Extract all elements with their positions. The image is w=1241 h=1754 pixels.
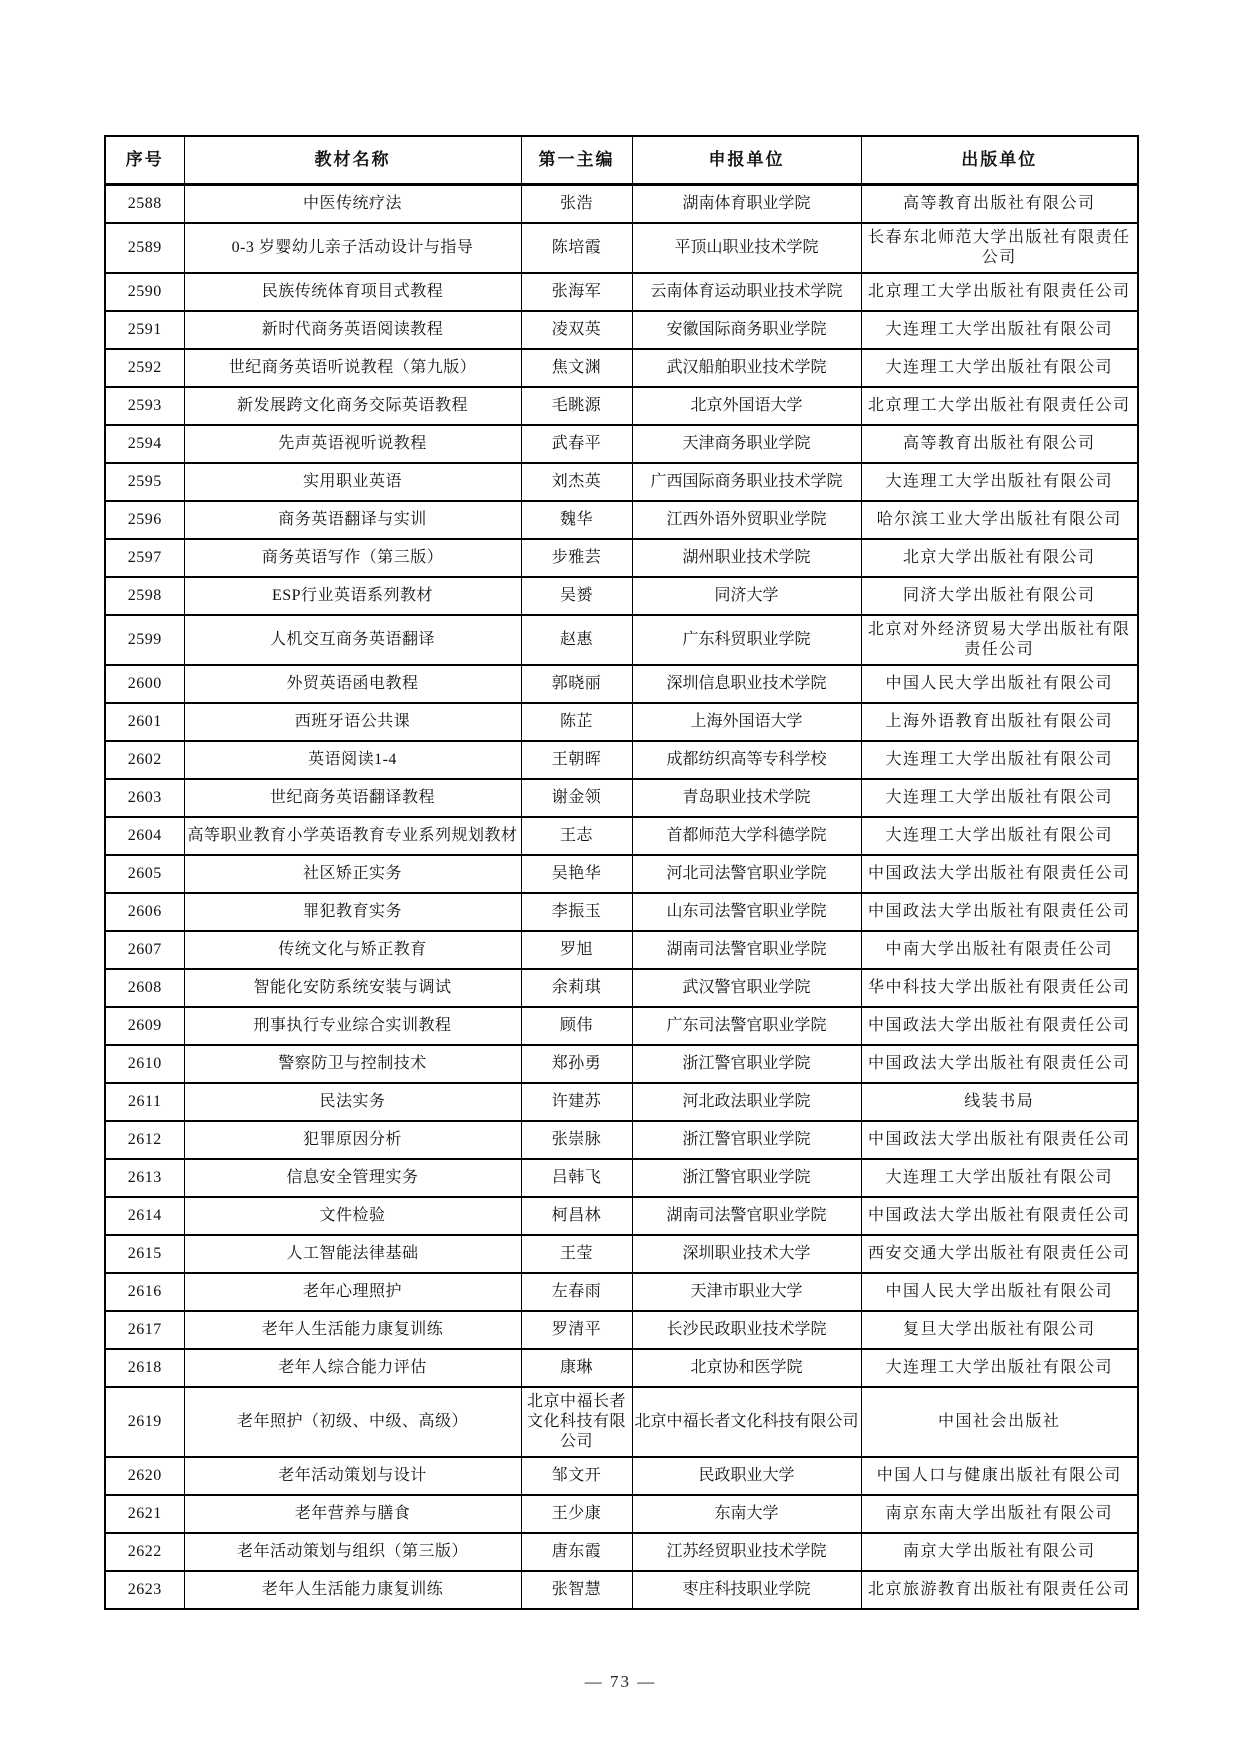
cell-editor: 赵惠 [521,615,632,665]
cell-title: 老年照护（初级、中级、高级） [184,1387,521,1457]
cell-index: 2597 [105,539,184,577]
cell-applicant: 湖南体育职业学院 [632,185,861,223]
table-row [105,1311,1138,1349]
table-row [105,1083,1138,1121]
column-header: 第一主编 [521,136,632,185]
cell-title: 商务英语写作（第三版） [184,539,521,577]
cell-index: 2600 [105,665,184,703]
table-row [105,931,1138,969]
cell-applicant: 广东司法警官职业学院 [632,1007,861,1045]
cell-applicant: 山东司法警官职业学院 [632,893,861,931]
cell-publisher: 中南大学出版社有限责任公司 [861,931,1138,969]
table-body [105,185,1138,1609]
cell-title: 外贸英语函电教程 [184,665,521,703]
cell-index: 2598 [105,577,184,615]
cell-index: 2617 [105,1311,184,1349]
cell-applicant: 湖州职业技术学院 [632,539,861,577]
table-row [105,349,1138,387]
cell-publisher: 上海外语教育出版社有限公司 [861,703,1138,741]
cell-publisher: 中国社会出版社 [861,1387,1138,1457]
cell-title: 老年营养与膳食 [184,1495,521,1533]
cell-title: 人机交互商务英语翻译 [184,615,521,665]
cell-title: 老年活动策划与设计 [184,1457,521,1495]
cell-title: 世纪商务英语听说教程（第九版） [184,349,521,387]
cell-index: 2606 [105,893,184,931]
cell-title: 先声英语视听说教程 [184,425,521,463]
cell-editor: 唐东霞 [521,1533,632,1571]
table-header-row [105,136,1138,185]
cell-applicant: 安徽国际商务职业学院 [632,311,861,349]
cell-publisher: 中国政法大学出版社有限责任公司 [861,855,1138,893]
table-row [105,501,1138,539]
cell-title: 社区矫正实务 [184,855,521,893]
cell-editor: 北京中福长者文化科技有限公司 [521,1387,632,1457]
cell-title: 老年人生活能力康复训练 [184,1311,521,1349]
cell-applicant: 深圳职业技术大学 [632,1235,861,1273]
table-row [105,1197,1138,1235]
cell-title: 0-3 岁婴幼儿亲子活动设计与指导 [184,223,521,273]
table-row [105,1273,1138,1311]
cell-applicant: 天津市职业大学 [632,1273,861,1311]
cell-applicant: 天津商务职业学院 [632,425,861,463]
cell-editor: 张浩 [521,185,632,223]
cell-editor: 张海军 [521,273,632,311]
column-header: 教材名称 [184,136,521,185]
cell-publisher: 南京东南大学出版社有限公司 [861,1495,1138,1533]
cell-title: 英语阅读1-4 [184,741,521,779]
cell-applicant: 湖南司法警官职业学院 [632,931,861,969]
cell-title: 信息安全管理实务 [184,1159,521,1197]
table-header [105,136,1138,185]
cell-editor: 张崇脉 [521,1121,632,1159]
table-row [105,1495,1138,1533]
cell-title: 西班牙语公共课 [184,703,521,741]
cell-applicant: 广东科贸职业学院 [632,615,861,665]
cell-publisher: 北京理工大学出版社有限责任公司 [861,387,1138,425]
cell-title: 老年人生活能力康复训练 [184,1571,521,1609]
cell-publisher: 中国政法大学出版社有限责任公司 [861,1007,1138,1045]
cell-publisher: 中国政法大学出版社有限责任公司 [861,893,1138,931]
cell-index: 2620 [105,1457,184,1495]
cell-applicant: 上海外国语大学 [632,703,861,741]
cell-editor: 康琳 [521,1349,632,1387]
cell-index: 2622 [105,1533,184,1571]
cell-editor: 张智慧 [521,1571,632,1609]
cell-applicant: 平顶山职业技术学院 [632,223,861,273]
cell-editor: 王少康 [521,1495,632,1533]
cell-editor: 魏华 [521,501,632,539]
cell-editor: 罗清平 [521,1311,632,1349]
cell-applicant: 北京中福长者文化科技有限公司 [632,1387,861,1457]
table-row [105,817,1138,855]
cell-index: 2612 [105,1121,184,1159]
cell-index: 2623 [105,1571,184,1609]
table-row [105,577,1138,615]
cell-publisher: 大连理工大学出版社有限公司 [861,779,1138,817]
cell-applicant: 河北政法职业学院 [632,1083,861,1121]
table-row [105,1235,1138,1273]
cell-editor: 李振玉 [521,893,632,931]
cell-applicant: 浙江警官职业学院 [632,1159,861,1197]
cell-applicant: 浙江警官职业学院 [632,1121,861,1159]
cell-title: 人工智能法律基础 [184,1235,521,1273]
cell-editor: 郭晓丽 [521,665,632,703]
cell-title: 民法实务 [184,1083,521,1121]
table-row [105,615,1138,665]
cell-publisher: 北京理工大学出版社有限责任公司 [861,273,1138,311]
cell-applicant: 深圳信息职业技术学院 [632,665,861,703]
cell-index: 2616 [105,1273,184,1311]
cell-publisher: 哈尔滨工业大学出版社有限公司 [861,501,1138,539]
cell-title: 老年人综合能力评估 [184,1349,521,1387]
cell-editor: 凌双英 [521,311,632,349]
cell-index: 2619 [105,1387,184,1457]
textbook-table [104,135,1139,1610]
cell-editor: 邹文开 [521,1457,632,1495]
cell-index: 2609 [105,1007,184,1045]
cell-applicant: 河北司法警官职业学院 [632,855,861,893]
table-row [105,1121,1138,1159]
table-row [105,463,1138,501]
cell-title: 刑事执行专业综合实训教程 [184,1007,521,1045]
cell-editor: 吕韩飞 [521,1159,632,1197]
cell-applicant: 广西国际商务职业技术学院 [632,463,861,501]
cell-editor: 左春雨 [521,1273,632,1311]
cell-applicant: 浙江警官职业学院 [632,1045,861,1083]
column-header: 申报单位 [632,136,861,185]
table-row [105,1045,1138,1083]
cell-editor: 王莹 [521,1235,632,1273]
cell-publisher: 高等教育出版社有限公司 [861,425,1138,463]
cell-editor: 郑孙勇 [521,1045,632,1083]
cell-publisher: 长春东北师范大学出版社有限责任公司 [861,223,1138,273]
cell-publisher: 西安交通大学出版社有限责任公司 [861,1235,1138,1273]
cell-index: 2593 [105,387,184,425]
cell-publisher: 北京对外经济贸易大学出版社有限责任公司 [861,615,1138,665]
cell-publisher: 大连理工大学出版社有限公司 [861,1349,1138,1387]
cell-index: 2614 [105,1197,184,1235]
table-row [105,741,1138,779]
cell-title: 世纪商务英语翻译教程 [184,779,521,817]
cell-publisher: 北京旅游教育出版社有限责任公司 [861,1571,1138,1609]
cell-publisher: 大连理工大学出版社有限公司 [861,817,1138,855]
table-row [105,969,1138,1007]
cell-applicant: 江西外语外贸职业学院 [632,501,861,539]
cell-title: 实用职业英语 [184,463,521,501]
page-number: — 73 — [584,1672,657,1691]
cell-title: 罪犯教育实务 [184,893,521,931]
cell-applicant: 长沙民政职业技术学院 [632,1311,861,1349]
table-row [105,1007,1138,1045]
table-row [105,779,1138,817]
cell-title: 商务英语翻译与实训 [184,501,521,539]
cell-editor: 陈培霞 [521,223,632,273]
table-row [105,311,1138,349]
column-header: 序号 [105,136,184,185]
cell-index: 2621 [105,1495,184,1533]
cell-index: 2589 [105,223,184,273]
cell-publisher: 同济大学出版社有限公司 [861,577,1138,615]
cell-title: 中医传统疗法 [184,185,521,223]
cell-editor: 顾伟 [521,1007,632,1045]
table-row [105,425,1138,463]
cell-index: 2613 [105,1159,184,1197]
cell-applicant: 北京协和医学院 [632,1349,861,1387]
cell-title: 老年心理照护 [184,1273,521,1311]
cell-editor: 武春平 [521,425,632,463]
cell-editor: 罗旭 [521,931,632,969]
cell-title: 犯罪原因分析 [184,1121,521,1159]
cell-editor: 吴艳华 [521,855,632,893]
cell-editor: 许建苏 [521,1083,632,1121]
column-header: 出版单位 [861,136,1138,185]
cell-applicant: 北京外国语大学 [632,387,861,425]
table-row [105,1533,1138,1571]
cell-title: 文件检验 [184,1197,521,1235]
table-row [105,893,1138,931]
cell-title: 新时代商务英语阅读教程 [184,311,521,349]
cell-publisher: 中国人民大学出版社有限公司 [861,1273,1138,1311]
cell-index: 2602 [105,741,184,779]
table-row [105,185,1138,223]
table-row [105,539,1138,577]
cell-editor: 刘杰英 [521,463,632,501]
cell-index: 2590 [105,273,184,311]
table-row [105,665,1138,703]
cell-publisher: 大连理工大学出版社有限公司 [861,741,1138,779]
cell-applicant: 同济大学 [632,577,861,615]
table-row [105,273,1138,311]
cell-index: 2608 [105,969,184,1007]
cell-applicant: 民政职业大学 [632,1457,861,1495]
cell-index: 2618 [105,1349,184,1387]
cell-index: 2591 [105,311,184,349]
cell-applicant: 枣庄科技职业学院 [632,1571,861,1609]
cell-title: 高等职业教育小学英语教育专业系列规划教材 [184,817,521,855]
cell-index: 2595 [105,463,184,501]
cell-index: 2604 [105,817,184,855]
cell-publisher: 中国政法大学出版社有限责任公司 [861,1197,1138,1235]
cell-index: 2596 [105,501,184,539]
cell-publisher: 大连理工大学出版社有限公司 [861,349,1138,387]
cell-title: 传统文化与矫正教育 [184,931,521,969]
cell-index: 2605 [105,855,184,893]
cell-index: 2594 [105,425,184,463]
table-row [105,1457,1138,1495]
table-row [105,855,1138,893]
cell-applicant: 江苏经贸职业技术学院 [632,1533,861,1571]
cell-publisher: 南京大学出版社有限公司 [861,1533,1138,1571]
table-row [105,703,1138,741]
cell-editor: 陈芷 [521,703,632,741]
cell-index: 2611 [105,1083,184,1121]
cell-applicant: 湖南司法警官职业学院 [632,1197,861,1235]
cell-index: 2607 [105,931,184,969]
cell-publisher: 中国人口与健康出版社有限公司 [861,1457,1138,1495]
cell-title: 老年活动策划与组织（第三版） [184,1533,521,1571]
cell-publisher: 大连理工大学出版社有限公司 [861,311,1138,349]
cell-editor: 步雅芸 [521,539,632,577]
cell-index: 2615 [105,1235,184,1273]
cell-title: 警察防卫与控制技术 [184,1045,521,1083]
cell-editor: 吴赟 [521,577,632,615]
cell-index: 2588 [105,185,184,223]
cell-index: 2601 [105,703,184,741]
cell-applicant: 东南大学 [632,1495,861,1533]
cell-applicant: 云南体育运动职业技术学院 [632,273,861,311]
table-row [105,1349,1138,1387]
cell-title: 民族传统体育项目式教程 [184,273,521,311]
cell-editor: 余莉琪 [521,969,632,1007]
cell-editor: 王志 [521,817,632,855]
cell-publisher: 复旦大学出版社有限公司 [861,1311,1138,1349]
cell-applicant: 武汉船舶职业技术学院 [632,349,861,387]
table-row [105,1387,1138,1457]
cell-index: 2603 [105,779,184,817]
cell-editor: 毛眺源 [521,387,632,425]
cell-title: 新发展跨文化商务交际英语教程 [184,387,521,425]
cell-publisher: 北京大学出版社有限公司 [861,539,1138,577]
cell-publisher: 大连理工大学出版社有限公司 [861,1159,1138,1197]
cell-publisher: 华中科技大学出版社有限责任公司 [861,969,1138,1007]
cell-publisher: 线装书局 [861,1083,1138,1121]
cell-publisher: 中国政法大学出版社有限责任公司 [861,1045,1138,1083]
cell-title: ESP行业英语系列教材 [184,577,521,615]
cell-applicant: 首都师范大学科德学院 [632,817,861,855]
table-row [105,1571,1138,1609]
table-row [105,1159,1138,1197]
cell-editor: 谢金领 [521,779,632,817]
cell-applicant: 青岛职业技术学院 [632,779,861,817]
table-row [105,223,1138,273]
cell-index: 2592 [105,349,184,387]
cell-index: 2610 [105,1045,184,1083]
cell-applicant: 成都纺织高等专科学校 [632,741,861,779]
table-row [105,387,1138,425]
cell-publisher: 中国人民大学出版社有限公司 [861,665,1138,703]
cell-title: 智能化安防系统安装与调试 [184,969,521,1007]
cell-publisher: 大连理工大学出版社有限公司 [861,463,1138,501]
cell-index: 2599 [105,615,184,665]
cell-publisher: 中国政法大学出版社有限责任公司 [861,1121,1138,1159]
cell-publisher: 高等教育出版社有限公司 [861,185,1138,223]
cell-editor: 柯昌林 [521,1197,632,1235]
cell-applicant: 武汉警官职业学院 [632,969,861,1007]
cell-editor: 焦文渊 [521,349,632,387]
cell-editor: 王朝晖 [521,741,632,779]
